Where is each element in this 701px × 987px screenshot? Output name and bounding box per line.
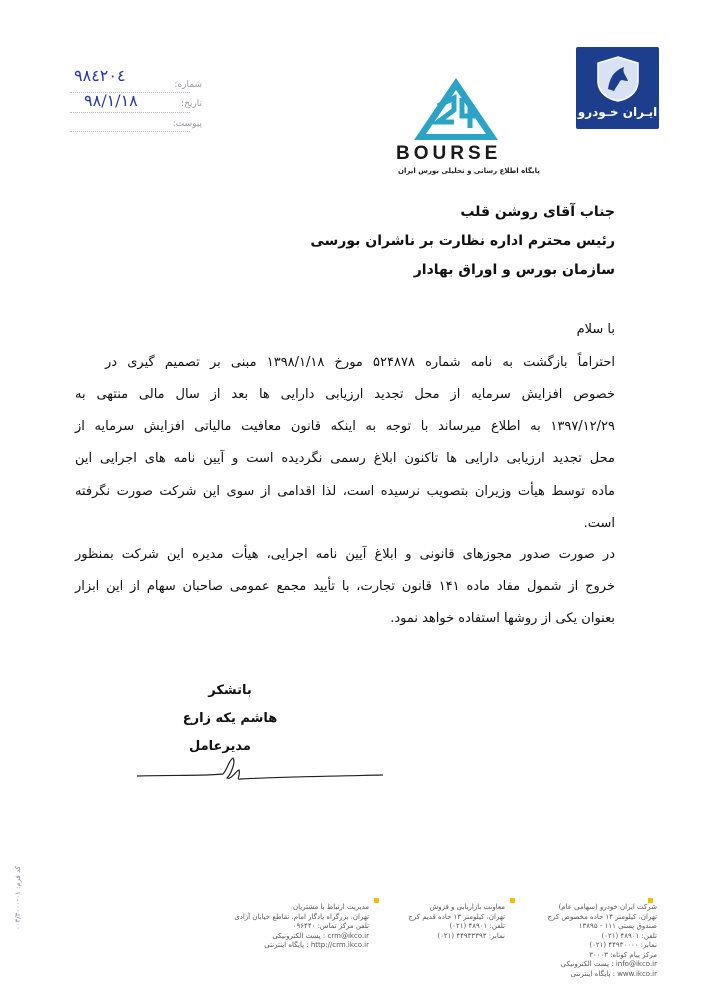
signer-name: هاشم یکه زارع xyxy=(182,711,278,726)
footer-col3-line: crm@ikco.ir : پست الکترونیکی xyxy=(272,931,369,940)
footer-col2-line: نمابر: ۴۴۹۳۳۳۹۳ (۰۲۱) xyxy=(437,931,505,940)
horse-emblem-icon xyxy=(594,55,642,103)
signer-title: مدیرعامل xyxy=(189,739,251,754)
footer-col1-line: شرکت ایران خودرو (سهامی عام) xyxy=(558,903,657,911)
footer-col1-line: تهران، کیلومتر ۱۴ جاده مخصوص کرج xyxy=(547,912,657,921)
footer-col3-line: تلفن مرکز تماس: ۰۹۶۴۴۰ xyxy=(292,922,369,930)
footer-col2-line: معاونت بازاریابی و فروش xyxy=(429,903,505,911)
body-line-7: در صورت صدور مجوزهای قانونی و ابلاغ آیین نامه اجرایی، هیأت مدیره این شرکت بمنظور xyxy=(75,547,615,562)
body-line-4: محل تجدید ارزیابی دارایی ها تاکنون ابلاغ رسمی نگردیده است و آیین نامه های اجرایی این xyxy=(75,451,615,466)
handwritten-signature xyxy=(135,750,385,790)
body-line-6: است. xyxy=(583,516,615,531)
form-code: کد فرم: ۰۱-۰۰۳/۳۰۰۰ xyxy=(14,865,22,930)
body-line-9: بعنوان یکی از روشها استفاده خواهد نمود. xyxy=(390,611,615,626)
body-line-1: احتراماً بازگشت به نامه شماره ۵۲۴۸۷۸ مورخ ۱۳۹۸/۱/۱۸ مبنی بر تصمیم گیری در xyxy=(105,355,615,370)
body-line-3: ۱۳۹۷/۱۲/۲۹ به اطلاع میرساند با توجه به اینکه قانون معافیت مالیاتی افزایش سرمایه از xyxy=(75,419,615,434)
footer-col1-line: www.ikco.ir : پایگاه اینترنتی xyxy=(570,969,657,978)
footer-col3-line: تهران، بزرگراه یادگار امام، تقاطع خیابان آزادی xyxy=(234,912,369,921)
footer-mark-3 xyxy=(374,898,379,903)
footer-col3-line: http://crm.ikco.ir : پایگاه اینترنتی xyxy=(264,941,369,949)
footer-col1-line: info@ikco.ir : پست الکترونیکی xyxy=(560,960,657,968)
footer-col1-line: تلفن: ۴۸۹۰۱ (۰۲۱) xyxy=(601,931,657,940)
date-label: تاریخ: xyxy=(181,99,202,109)
greeting: با سلام xyxy=(576,322,615,337)
footer-col3-line: مدیریت ارتباط با مشتریان xyxy=(293,903,369,911)
attachment-line xyxy=(70,131,190,132)
body-line-5: ماده توسط هیأت وزیران بتصویب نرسیده است، لذا اقدامی از سوی این شرکت صورت نگرفته xyxy=(75,484,615,499)
ikco-wordmark: ایـران خـودرو xyxy=(577,105,658,119)
number-value: ۹۸٤٢٠٤ xyxy=(74,66,126,85)
footer-company-info xyxy=(547,903,657,979)
body-line-8: خروج از شمول مفاد ماده ۱۴۱ قانون تجارت، با تأیید مجمع عمومی صاحبان سهام از این ابزار xyxy=(75,579,615,594)
recipient-name: جناب آقای روشن قلب xyxy=(460,204,615,220)
footer-col1-line: صندوق پستی ۱۱۱ - ۱۳۸۹۵ xyxy=(578,922,657,930)
closing-thanks: باتشکر xyxy=(208,683,252,698)
bourse-subtitle: پایگاه اطلاع رسانی و تحلیلی بورس ایران xyxy=(398,167,540,175)
date-line xyxy=(70,112,190,113)
footer-col2-line: تلفن: ۴۸۹۰۱ (۰۲۱) xyxy=(449,922,505,930)
body-line-2: خصوص افزایش سرمایه از محل تجدید ارزیابی دارایی ها بعد از سال مالی منتهی به xyxy=(75,387,615,402)
footer-crm-info xyxy=(234,903,369,951)
footer-col1-line: مرکز پیام کوتاه: ۳۰۰۰۳ xyxy=(589,950,657,959)
recipient-organization: سازمان بورس و اوراق بهادار xyxy=(413,262,615,278)
bourse-wordmark: BOURSE xyxy=(396,143,502,164)
footer-sales-info xyxy=(408,903,505,941)
date-value: ۹۸/۱/۱۸ xyxy=(84,91,138,110)
recipient-title: رئیس محترم اداره نظارت بر ناشران بورسی xyxy=(310,233,615,249)
attachment-label: پیوست: xyxy=(172,119,202,129)
bourse-logo-icon xyxy=(410,76,502,142)
footer-col1-line: نمابر: ۴۴۹۳۰۰۰۰ (۰۲۱) xyxy=(589,941,657,949)
ikco-logo xyxy=(576,47,659,129)
footer-mark-2 xyxy=(510,898,515,903)
number-label: شماره: xyxy=(174,80,202,90)
footer-col2-line: تهران، کیلومتر ۱۳ جاده قدیم کرج xyxy=(408,912,505,921)
